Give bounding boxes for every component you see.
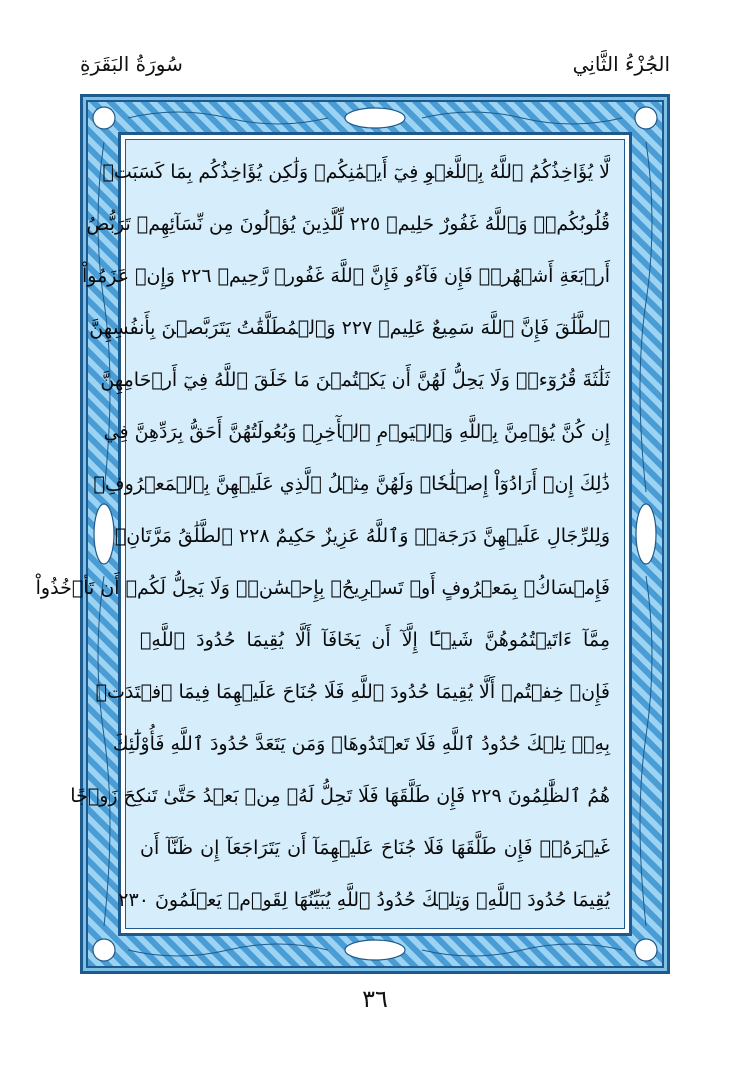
verse-line: لَّا يُؤَاخِذُكُمُ ٱللَّهُ بِٱللَّغۡوِ فِيٓ أَيۡمَٰنِكُمۡ وَلَٰكِن يُؤَاخِذُكُم بِمَا كَسَبَتۡ [102,161,610,183]
bottom-vine-left [128,944,328,956]
corner-rosette-icon [635,939,657,961]
verse-line: قُلُوبُكُمۡۗ وَٱللَّهُ غَفُورٌ حَلِيمٞ ٢٢٥ لِّلَّذِينَ يُؤۡلُونَ مِن نِّسَآئِهِمۡ تَرَبُّصُ [86,213,610,235]
top-vine-right [422,112,622,124]
verse-line: إِن كُنَّ يُؤۡمِنَّ بِٱللَّهِ وَٱلۡيَوۡمِ ٱلۡأٓخِرِۚ وَبُعُولَتُهُنَّ أَحَقُّ بِرَدِّهِنَّ فِي [103,421,610,443]
verse-line: وَلِلرِّجَالِ عَلَيۡهِنَّ دَرَجَةٞۗ وَٱللَّهُ عَزِيزٌ حَكِيمٌ ٢٢٨ ٱلطَّلَٰقُ مَرَّتَانِۖ [114,525,610,547]
verse-line: فَإِمۡسَاكُۢ بِمَعۡرُوفٍ أَوۡ تَسۡرِيحُۢ بِإِحۡسَٰنٖۗ وَلَا يَحِلُّ لَكُمۡ أَن تَأۡخُذُواْ [35,577,610,599]
bottom-vine-right [422,944,622,956]
right-vine-bottom [640,576,652,926]
juz-title: الجُزْءُ الثَّانِي [572,52,670,76]
verse-line: غَيۡرَهُۥۗ فَإِن طَلَّقَهَا فَلَا جُنَاحَ عَلَيۡهِمَآ أَن يَتَرَاجَعَآ إِن ظَنَّآ أَن [140,837,610,859]
verse-line: ٱلطَّلَٰقَ فَإِنَّ ٱللَّهَ سَمِيعٌ عَلِيمٞ ٢٢٧ وَٱلۡمُطَلَّقَٰتُ يَتَرَبَّصۡنَ بِأَنفُسِهِنَّ [89,317,610,339]
verse-line: ذَٰلِكَ إِنۡ أَرَادُوٓاْ إِصۡلَٰحٗاۚ وَلَهُنَّ مِثۡلُ ٱلَّذِي عَلَيۡهِنَّ بِٱلۡمَعۡرُوفِۚ [93,473,610,495]
right-medallion-icon [636,504,656,564]
corner-rosette-icon [93,107,115,129]
bottom-medallion-icon [345,940,405,960]
text-panel [35,139,625,929]
top-medallion-icon [345,108,405,128]
page-header [80,52,670,92]
verse-line: هُمُ ٱلظَّٰلِمُونَ ٢٢٩ فَإِن طَلَّقَهَا فَلَا تَحِلُّ لَهُۥ مِنۢ بَعۡدُ حَتَّىٰ تَنكِحَ زَوۡجًا [70,785,610,807]
surah-title: سُورَةُ البَقَرَةِ [80,52,183,76]
frame-inner-border [35,132,632,936]
verse-line: مِمَّآ ءَاتَيۡتُمُوهُنَّ شَيۡـًٔا إِلَّآ أَن يَخَافَآ أَلَّا يُقِيمَا حُدُودَ ٱللَّهِۖ [140,629,610,651]
decorative-frame [35,94,670,974]
left-medallion-icon [94,504,114,564]
left-vine-bottom [98,576,110,926]
verse-line: ثَلَٰثَةَ قُرُوٓءٖۚ وَلَا يَحِلُّ لَهُنَّ أَن يَكۡتُمۡنَ مَا خَلَقَ ٱللَّهُ فِيٓ أَرۡحَامِهِنَّ [100,369,610,391]
top-vine-left [128,112,328,124]
corner-rosette-icon [635,107,657,129]
corner-rosette-icon [93,939,115,961]
verse-line: أَرۡبَعَةِ أَشۡهُرٖۖ فَإِن فَآءُو فَإِنَّ ٱللَّهَ غَفُورٞ رَّحِيمٞ ٢٢٦ وَإِنۡ عَزَمُواْ [81,265,610,287]
verse-line: يُقِيمَا حُدُودَ ٱللَّهِۗ وَتِلۡكَ حُدُودُ ٱللَّهِ يُبَيِّنُهَا لِقَوۡمٖ يَعۡلَمُونَ ٢٣٠ [118,889,610,911]
page-number: ٣٦ [362,985,388,1013]
verse-line: فَإِنۡ خِفۡتُمۡ أَلَّا يُقِيمَا حُدُودَ ٱللَّهِ فَلَا جُنَاحَ عَلَيۡهِمَا فِيمَا ٱفۡتَدَتۡ [95,681,610,703]
right-vine-top [640,142,652,492]
verse-line: بِهِۦۗ تِلۡكَ حُدُودُ ٱللَّهِ فَلَا تَعۡتَدُوهَاۚ وَمَن يَتَعَدَّ حُدُودَ ٱللَّهِ فَأُوْلَٰٓئِكَ [112,733,610,755]
verse-lines [35,146,610,922]
